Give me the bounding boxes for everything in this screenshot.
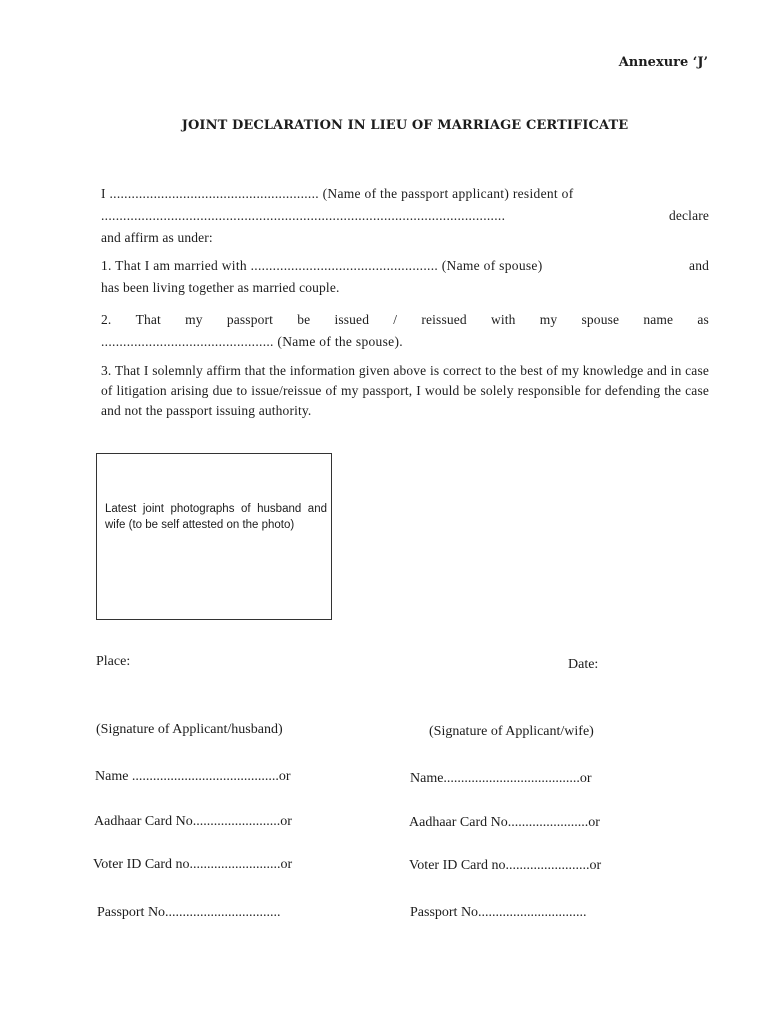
point-2-word: my <box>185 312 203 327</box>
wife-signature-label: (Signature of Applicant/wife) <box>429 724 594 739</box>
point-2-word: 2. <box>101 312 112 327</box>
point-1-line-1 <box>101 255 709 277</box>
intro-applicant-text: I ......................................................... (Name of the passport applicant) resident of <box>101 186 574 201</box>
intro-declare-word: declare <box>668 208 709 223</box>
point-1-couple-text: has been living together as married couple. <box>101 280 340 295</box>
point-1-spouse-text: 1. That I am married with ................................................... (Name of spouse) <box>101 258 543 273</box>
intro-paragraph <box>101 183 709 249</box>
point-2-word: issued <box>334 312 370 327</box>
point-2-paragraph <box>101 309 709 353</box>
point-1-paragraph <box>101 255 709 299</box>
point-2-word: That <box>135 312 161 327</box>
point-2-word: name <box>643 312 674 327</box>
annexure-label: Annexure ‘J’ <box>618 55 708 70</box>
point-2-line-1 <box>101 309 709 331</box>
intro-line-2 <box>101 205 709 227</box>
wife-aadhaar-field: Aadhaar Card No.......................or <box>409 815 600 830</box>
husband-name-field: Name ..........................................or <box>95 769 291 784</box>
wife-passport-field: Passport No............................... <box>410 905 587 920</box>
husband-voter-id-field: Voter ID Card no..........................or <box>93 857 293 872</box>
husband-aadhaar-field: Aadhaar Card No.........................or <box>94 814 292 829</box>
wife-name-field: Name.......................................or <box>410 771 592 786</box>
wife-voter-id-field: Voter ID Card no........................or <box>409 858 602 873</box>
document-title: JOINT DECLARATION IN LIEU OF MARRIAGE CERTIFICATE <box>181 118 629 133</box>
photo-instructions: Latest joint photographs of husband and wife (to be self attested on the photo) <box>105 503 327 531</box>
point-2-word: passport <box>226 312 274 327</box>
place-label: Place: <box>96 654 131 669</box>
husband-passport-field: Passport No................................. <box>97 905 281 920</box>
point-3-paragraph: 3. That I solemnly affirm that the information given above is correct to the best of my knowledge and in case of litigation arising due to issue/reissue of my passport, I would be solely responsible for defending the case and not the passport issuing authority. <box>101 363 709 418</box>
photo-placeholder-box <box>96 453 332 620</box>
point-1-and-word: and <box>689 258 709 273</box>
point-2-word: as <box>697 312 709 327</box>
date-label: Date: <box>568 657 599 672</box>
intro-line-1 <box>101 183 709 205</box>
point-2-word: my <box>539 312 558 327</box>
point-2-spouse-blank: ............................................... (Name of the spouse). <box>101 334 403 349</box>
husband-signature-label: (Signature of Applicant/husband) <box>96 722 283 737</box>
point-2-word: be <box>297 312 311 327</box>
intro-residence-blank: .............................................................................................................. <box>101 208 506 223</box>
point-2-word: reissued <box>421 312 467 327</box>
point-2-word: / <box>393 312 398 327</box>
intro-affirm-text: and affirm as under: <box>101 230 213 245</box>
point-2-word: with <box>490 312 516 327</box>
point-2-word: spouse <box>581 312 620 327</box>
